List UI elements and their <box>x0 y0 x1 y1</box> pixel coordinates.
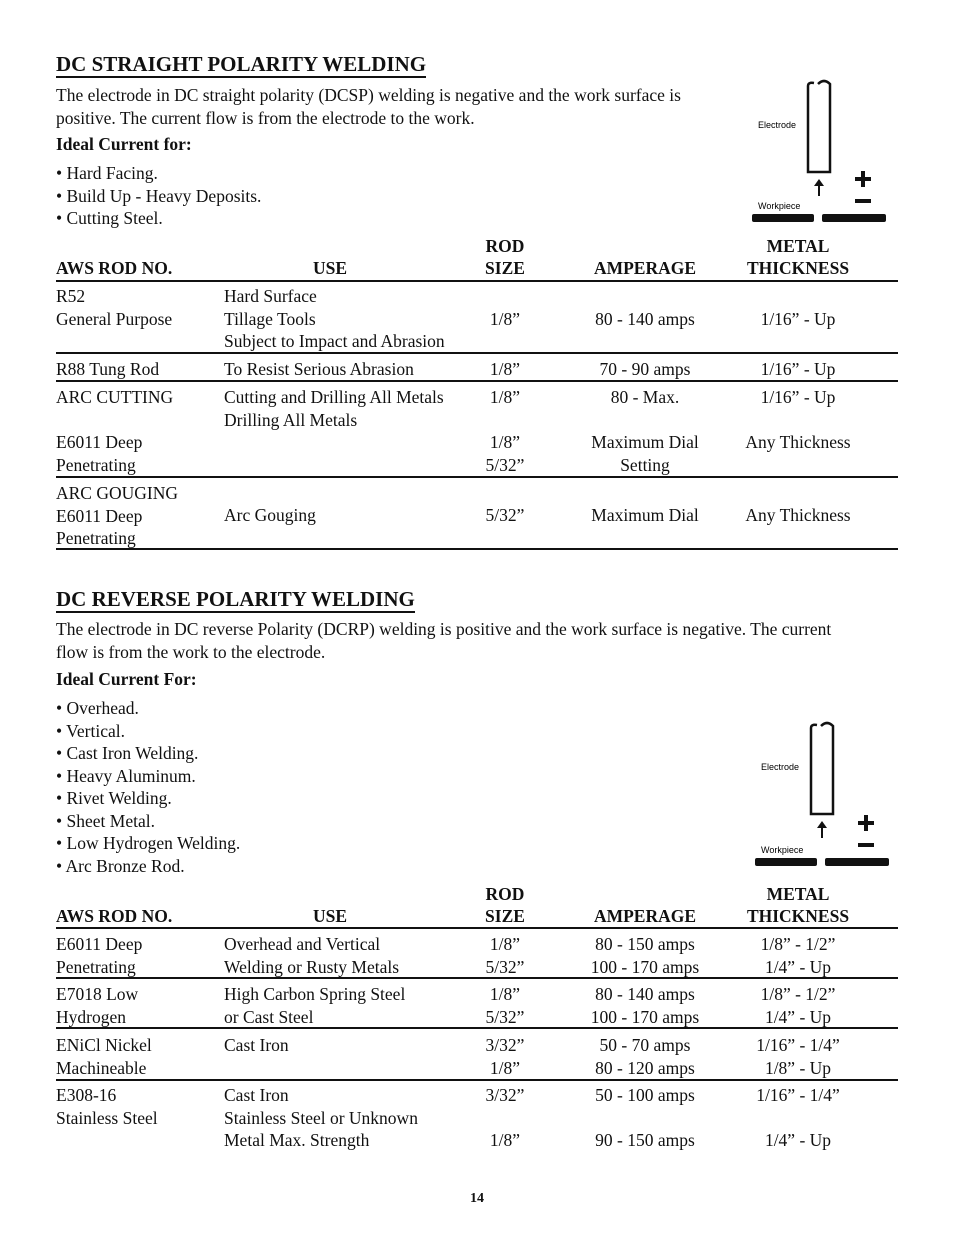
list-item: • Hard Facing. <box>56 163 158 183</box>
table-cell-rod: ARC GOUGING E6011 Deep Penetrating <box>56 483 179 548</box>
minus-icon <box>858 843 874 847</box>
table1-header-rod-no: AWS ROD NO. <box>56 258 173 278</box>
section-title-reverse: DC REVERSE POLARITY WELDING <box>56 587 415 611</box>
table-cell-size: 1/8” <box>489 1130 521 1150</box>
list-item: • Cast Iron Welding. <box>56 743 199 763</box>
table-cell-thickness: 1/4” - Up <box>764 1130 832 1150</box>
table-rule <box>56 1027 898 1029</box>
list-item: • Overhead. <box>56 698 139 718</box>
dcrp-diagram <box>755 720 895 877</box>
table-cell-thickness: 1/16” - Up <box>760 387 836 407</box>
table1-header-rod-size: ROD SIZE <box>485 236 525 278</box>
table-cell-use: Cast Iron Stainless Steel or Unknown Metal Max. Strength <box>224 1085 418 1150</box>
table-cell-amperage: Maximum Dial <box>591 505 699 525</box>
table-cell-size: 1/8” <box>489 387 521 407</box>
table-cell-thickness: 1/16” - 1/4” <box>756 1085 840 1105</box>
plus-icon <box>855 171 871 187</box>
electrode-label: Electrode <box>758 120 797 130</box>
list-item: • Rivet Welding. <box>56 788 172 808</box>
table-cell-use: To Resist Serious Abrasion <box>224 359 414 379</box>
table-cell-size: 1/8” 5/32” <box>485 984 525 1027</box>
straight-ideal-label: Ideal Current for: <box>56 134 192 154</box>
table-cell-use: Cast Iron <box>224 1035 289 1055</box>
electrode-icon <box>811 723 833 814</box>
workpiece-bar-right <box>822 214 886 222</box>
table-cell-rod: E308-16 Stainless Steel <box>56 1085 158 1128</box>
reverse-bullet-list <box>56 697 240 877</box>
table-cell-amperage: 50 - 70 amps 80 - 120 amps <box>595 1035 695 1078</box>
table-rule <box>56 548 898 550</box>
table-cell-use: Arc Gouging <box>224 505 316 525</box>
table2-header-amperage: AMPERAGE <box>593 906 697 926</box>
list-item: • Heavy Aluminum. <box>56 765 196 786</box>
straight-description-line1: The electrode in DC straight polarity (DCSP) welding is negative and the work surface is <box>56 85 681 105</box>
table-cell-size: 5/32” <box>485 505 525 525</box>
table-cell-thickness: Any Thickness <box>745 505 851 525</box>
table1-header-amperage: AMPERAGE <box>593 258 697 278</box>
list-item: • Sheet Metal. <box>56 810 155 831</box>
table-cell-size: 1/8” <box>489 309 521 329</box>
table-cell-use: Hard Surface Tillage Tools Subject to Impact and Abrasion <box>224 286 445 351</box>
table-cell-amperage: 80 - Max. <box>610 387 680 407</box>
list-item: • Low Hydrogen Welding. <box>56 833 241 853</box>
table-cell-rod: E6011 Deep Penetrating <box>56 934 143 977</box>
table-cell-size: 1/8” 5/32” <box>485 432 525 475</box>
table-cell-rod: R52 General Purpose <box>56 286 173 329</box>
table-cell-amperage: 50 - 100 amps <box>595 1085 695 1105</box>
table2-header-rod-no: AWS ROD NO. <box>56 906 173 926</box>
table-rule <box>56 476 898 478</box>
table-cell-rod: E6011 Deep Penetrating <box>56 432 143 475</box>
page-number: 14 <box>470 1191 484 1206</box>
list-item: • Arc Bronze Rod. <box>56 855 185 876</box>
table-cell-thickness: 1/8” - 1/2” 1/4” - Up <box>760 934 836 977</box>
table-cell-amperage: 80 - 140 amps 100 - 170 amps <box>590 984 700 1027</box>
table-cell-rod: ENiCl Nickel Machineable <box>56 1035 152 1078</box>
table-rule <box>56 380 898 382</box>
workpiece-label: Workpiece <box>761 845 804 855</box>
table-cell-size: 3/32” 1/8” <box>485 1035 525 1078</box>
table-cell-thickness: 1/16” - Up <box>760 309 836 329</box>
electrode-label: Electrode <box>761 762 800 772</box>
table-cell-rod: ARC CUTTING <box>56 387 174 407</box>
table-cell-amperage: 80 - 140 amps <box>595 309 695 329</box>
table-cell-thickness: 1/16” - Up <box>760 359 836 379</box>
dcsp-diagram <box>752 78 892 235</box>
minus-icon <box>855 199 871 203</box>
electrode-icon <box>808 81 830 172</box>
reverse-description-line1: The electrode in DC reverse Polarity (DCRP) welding is positive and the work surface is negative. The current <box>56 619 832 639</box>
table1-header-use: USE <box>312 258 348 278</box>
table-rule <box>56 1079 898 1081</box>
list-item: • Build Up - Heavy Deposits. <box>56 185 262 206</box>
table-cell-amperage: 70 - 90 amps <box>599 359 691 379</box>
table-cell-thickness: 1/8” - 1/2” 1/4” - Up <box>760 984 836 1027</box>
workpiece-label: Workpiece <box>758 201 801 211</box>
list-item: • Cutting Steel. <box>56 208 163 228</box>
straight-description <box>56 84 681 129</box>
table-cell-amperage: 80 - 150 amps 100 - 170 amps <box>590 934 700 977</box>
table-rule <box>56 352 898 354</box>
table-rule <box>56 927 898 929</box>
table-cell-amperage: Maximum Dial Setting <box>591 432 699 475</box>
workpiece-bar-left <box>755 858 817 866</box>
table-cell-rod: R88 Tung Rod <box>56 359 160 379</box>
straight-bullet-list <box>56 162 261 230</box>
table1-header-thickness: METAL THICKNESS <box>746 236 850 278</box>
reverse-ideal-label: Ideal Current For: <box>56 669 197 689</box>
table2-header-thickness: METAL THICKNESS <box>746 884 850 926</box>
plus-icon <box>858 815 874 831</box>
table-cell-size: 1/8” 5/32” <box>485 934 525 977</box>
table-cell-use: Overhead and Vertical Welding or Rusty Metals <box>224 934 400 977</box>
workpiece-bar-right <box>825 858 889 866</box>
table-cell-use: High Carbon Spring Steel or Cast Steel <box>224 984 406 1027</box>
table-cell-thickness: 1/16” - 1/4” 1/8” - Up <box>756 1035 840 1078</box>
workpiece-bar-left <box>752 214 814 222</box>
list-item: • Vertical. <box>56 720 125 741</box>
table-cell-use: Cutting and Drilling All Metals Drilling All Metals <box>224 387 444 430</box>
reverse-description-line2: flow is from the work to the electrode. <box>56 641 326 662</box>
table-rule <box>56 280 898 282</box>
table-cell-rod: E7018 Low Hydrogen <box>56 984 139 1027</box>
table2-header-rod-size: ROD SIZE <box>485 884 525 926</box>
table-cell-size: 3/32” <box>485 1085 525 1105</box>
straight-description-line2: positive. The current flow is from the electrode to the work. <box>56 107 475 128</box>
table-rule <box>56 977 898 979</box>
table2-header-use: USE <box>312 906 348 926</box>
section-title-straight: DC STRAIGHT POLARITY WELDING <box>56 52 427 76</box>
table-cell-size: 1/8” <box>489 359 521 379</box>
table-cell-amperage: 90 - 150 amps <box>595 1130 695 1150</box>
table-cell-thickness: Any Thickness <box>745 432 851 452</box>
reverse-description <box>56 618 831 663</box>
